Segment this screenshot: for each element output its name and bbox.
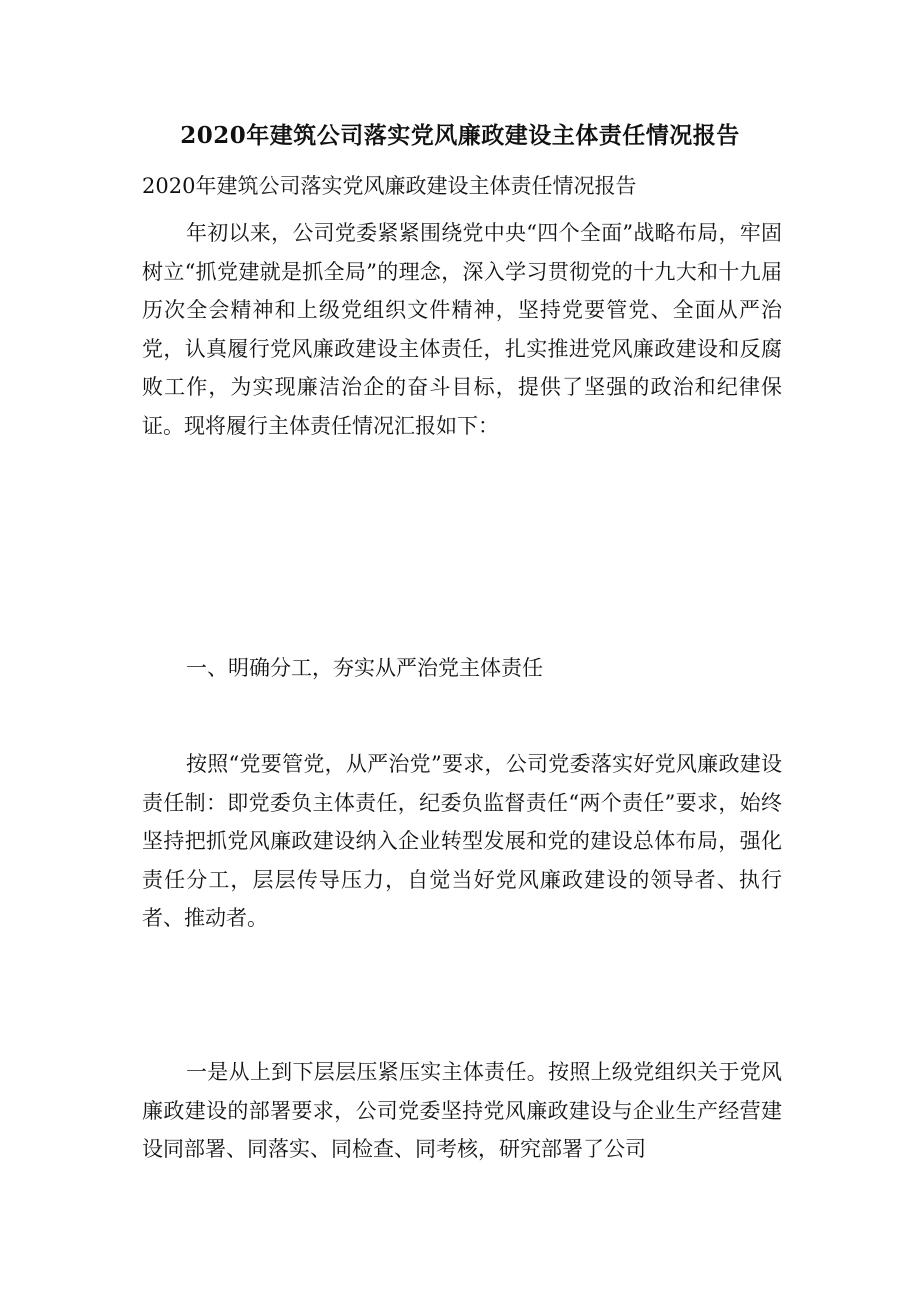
- section-heading: 一、明确分工，夯实从严治党主体责任: [186, 656, 543, 680]
- document-title: 2020年建筑公司落实党风廉政建设主体责任情况报告: [180, 122, 740, 149]
- document-subtitle: 2020年建筑公司落实党风廉政建设主体责任情况报告: [142, 174, 637, 198]
- section-paragraph-2: 一是从上到下层层压紧压实主体责任。按照上级党组织关于党风廉政建设的部署要求，公司党委坚持党风廉政建设与企业生产经营建设同部署、同落实、同检查、同考核，研究部署了公司: [142, 1060, 782, 1161]
- section-paragraph-1: 按照“党要管党，从严治党”要求，公司党委落实好党风廉政建设责任制：即党委负主体责任，纪委负监督责任“两个责任”要求，始终坚持把抓党风廉政建设纳入企业转型发展和党的建设总体布局，强化责任分工，层层传导压力，自觉当好党风廉政建设的领导者、执行者、推动者。: [142, 752, 782, 930]
- intro-paragraph: 年初以来，公司党委紧紧围绕党中央“四个全面”战略布局，牢固树立“抓党建就是抓全局”的理念，深入学习贯彻党的十九大和十九届历次全会精神和上级党组织文件精神，坚持党要管党、全面从严治党，认真履行党风廉政建设主体责任，扎实推进党风廉政建设和反腐败工作，为实现廉洁治企的奋斗目标，提供了坚强的政治和纪律保证。现将履行主体责任情况汇报如下：: [142, 221, 782, 438]
